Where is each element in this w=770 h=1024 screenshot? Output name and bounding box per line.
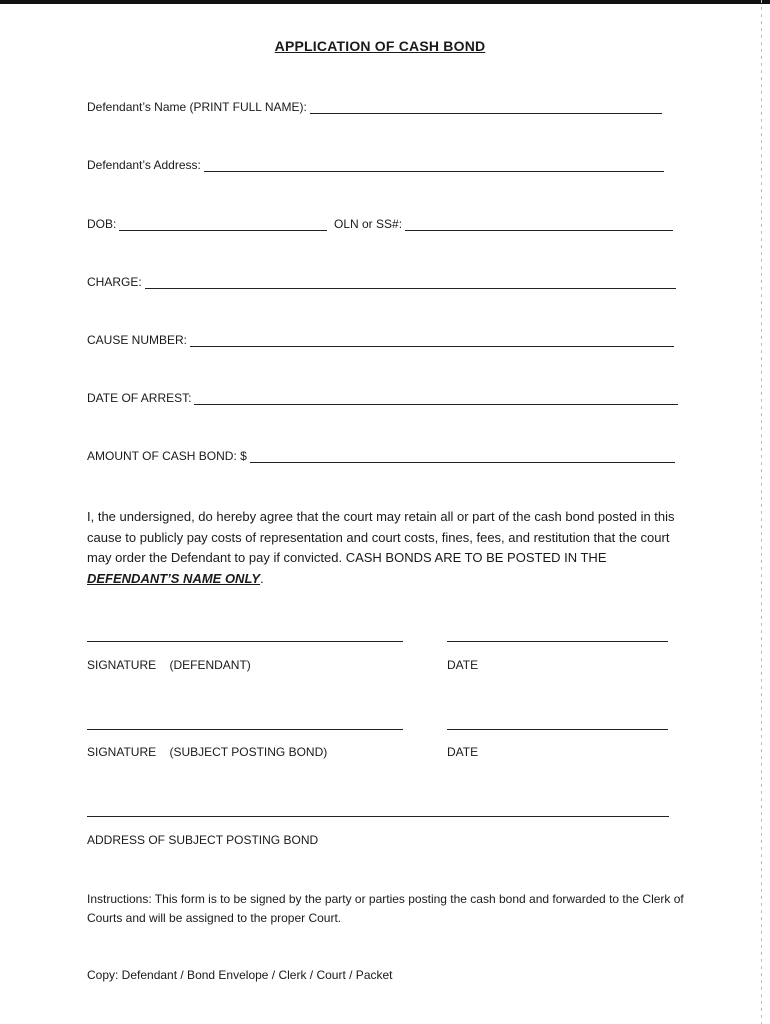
subject-date-line[interactable] (447, 729, 668, 730)
date-of-arrest-row (87, 391, 678, 405)
oln-line[interactable] (405, 218, 673, 231)
cause-number-label: CAUSE NUMBER: (87, 333, 188, 347)
oln-label: OLN or SS#: (334, 217, 403, 231)
defendant-name-row (87, 100, 662, 114)
agreement-end: . (260, 570, 264, 586)
defendant-address-label: Defendant’s Address: (87, 158, 201, 172)
defendant-address-row (87, 158, 664, 172)
defendant-date-line[interactable] (447, 641, 668, 642)
charge-row (87, 275, 676, 289)
agreement-text: I, the undersigned, do hereby agree that the court may retain all or part of the cash bond posted in this cause to publicly pay costs of representation and court costs, fines, fees, and restitution that the court may order the Defendant to pay if convicted. CASH BONDS ARE TO BE POSTED IN THE (87, 509, 675, 565)
charge-line[interactable] (145, 276, 676, 289)
dob-line[interactable] (119, 218, 327, 231)
oln-row (334, 217, 673, 231)
defendant-signature-label: SIGNATURE (DEFENDANT) (87, 658, 251, 672)
date-of-arrest-label: DATE OF ARREST: (87, 391, 192, 405)
defendant-address-line[interactable] (204, 159, 664, 172)
agreement-emphasis: DEFENDANT’S NAME ONLY (87, 570, 261, 586)
cause-number-line[interactable] (190, 334, 674, 347)
date-of-arrest-line[interactable] (194, 392, 678, 405)
subject-signature-label: SIGNATURE (SUBJECT POSTING BOND) (87, 745, 328, 759)
page-top-border (0, 0, 770, 4)
defendant-name-label: Defendant’s Name (PRINT FULL NAME): (87, 100, 307, 114)
page-right-edge (761, 0, 762, 1024)
agreement-statement (87, 507, 687, 589)
charge-label: CHARGE: (87, 275, 142, 289)
subject-signature-line[interactable] (87, 729, 403, 730)
copy-distribution: Copy: Defendant / Bond Envelope / Clerk / Court / Packet (87, 968, 393, 982)
amount-row (87, 449, 675, 463)
cause-number-row (87, 333, 674, 347)
defendant-date-label: DATE (447, 658, 479, 672)
subject-date-label: DATE (447, 745, 479, 759)
defendant-name-line[interactable] (310, 101, 662, 114)
dob-label: DOB: (87, 217, 117, 231)
form-title: APPLICATION OF CASH BOND (274, 38, 486, 54)
dob-row (87, 217, 327, 231)
amount-label: AMOUNT OF CASH BOND: $ (87, 449, 247, 463)
defendant-signature-line[interactable] (87, 641, 403, 642)
subject-address-line[interactable] (87, 816, 669, 817)
amount-line[interactable] (250, 450, 675, 463)
subject-address-label: ADDRESS OF SUBJECT POSTING BOND (87, 833, 319, 847)
instructions-text: Instructions: This form is to be signed by the party or parties posting the cash bond and forwarded to the Clerk of Courts and will be assigned to the proper Court. (87, 892, 684, 925)
